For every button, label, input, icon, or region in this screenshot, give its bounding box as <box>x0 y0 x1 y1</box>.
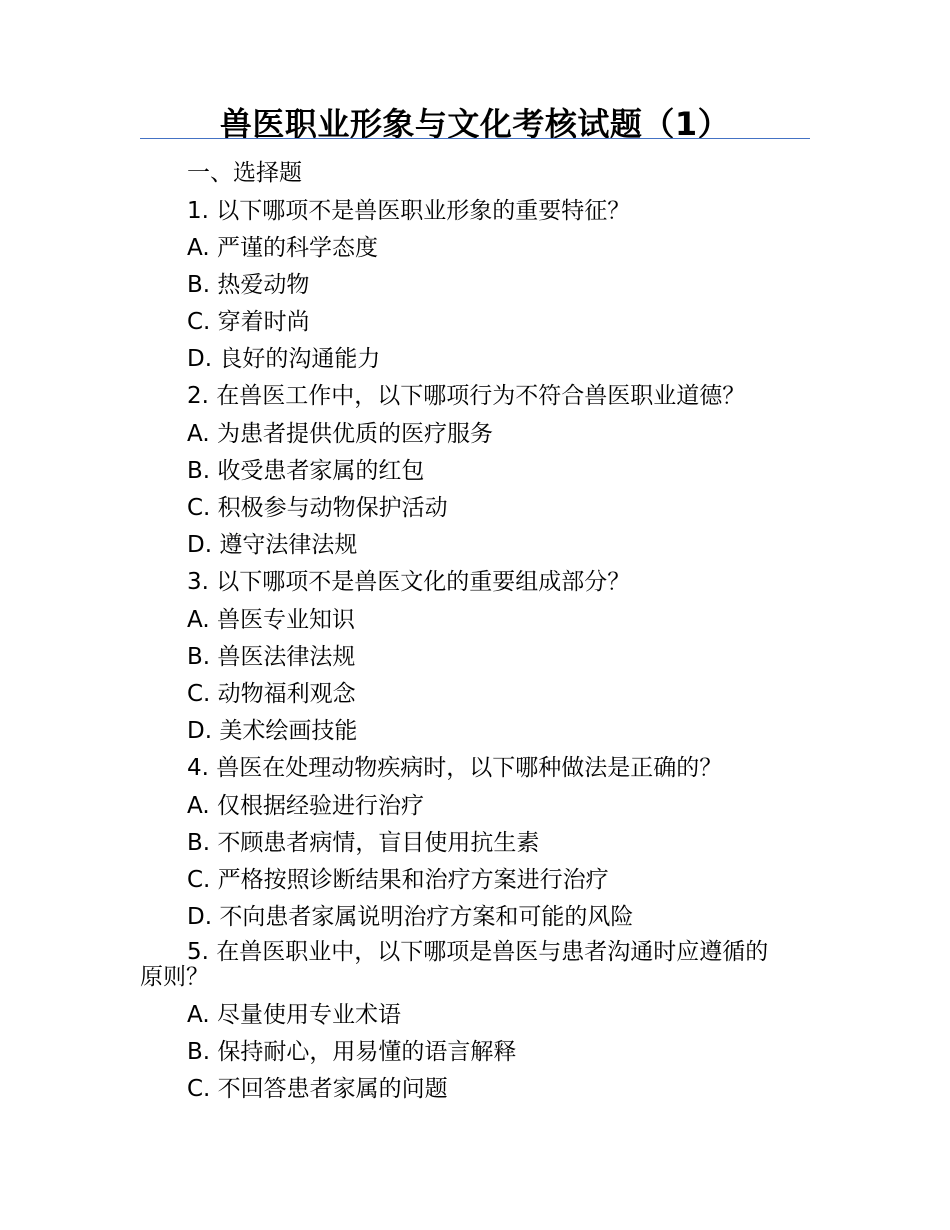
question-2: 2. 在兽医工作中，以下哪项行为不符合兽医职业道德？ <box>187 383 746 409</box>
title-underline <box>140 138 810 139</box>
question-3-option-c: C. 动物福利观念 <box>187 681 356 707</box>
question-1-option-d: D. 良好的沟通能力 <box>187 346 381 372</box>
question-5-option-c: C. 不回答患者家属的问题 <box>187 1076 448 1102</box>
question-1-option-c: C. 穿着时尚 <box>187 309 310 335</box>
question-2-option-d: D. 遵守法律法规 <box>187 532 358 558</box>
question-1-option-b: B. 热爱动物 <box>187 272 310 298</box>
question-2-option-a: A. 为患者提供优质的医疗服务 <box>187 421 493 447</box>
question-1: 1. 以下哪项不是兽医职业形象的重要特征？ <box>187 198 631 224</box>
question-5-line-2: 原则？ <box>140 964 209 990</box>
question-5-line-1: 5. 在兽医职业中，以下哪项是兽医与患者沟通时应遵循的 <box>187 939 769 965</box>
section-heading: 一、选择题 <box>187 160 302 186</box>
question-4-option-c: C. 严格按照诊断结果和治疗方案进行治疗 <box>187 867 609 893</box>
document-title: 兽医职业形象与文化考核试题（1） <box>219 105 731 143</box>
question-5 <box>140 940 815 990</box>
question-4-option-b: B. 不顾患者病情，盲目使用抗生素 <box>187 830 540 856</box>
question-3-option-b: B. 兽医法律法规 <box>187 644 356 670</box>
question-4: 4. 兽医在处理动物疾病时，以下哪种做法是正确的？ <box>187 755 723 781</box>
question-2-option-c: C. 积极参与动物保护活动 <box>187 495 448 521</box>
question-2-option-b: B. 收受患者家属的红包 <box>187 458 425 484</box>
question-1-option-a: A. 严谨的科学态度 <box>187 235 378 261</box>
question-5-option-a: A. 尽量使用专业术语 <box>187 1002 401 1028</box>
question-3-option-d: D. 美术绘画技能 <box>187 718 358 744</box>
question-5-option-b: B. 保持耐心，用易懂的语言解释 <box>187 1039 517 1065</box>
question-4-option-d: D. 不向患者家属说明治疗方案和可能的风险 <box>187 904 634 930</box>
question-4-option-a: A. 仅根据经验进行治疗 <box>187 793 424 819</box>
question-3: 3. 以下哪项不是兽医文化的重要组成部分？ <box>187 569 631 595</box>
question-3-option-a: A. 兽医专业知识 <box>187 607 355 633</box>
